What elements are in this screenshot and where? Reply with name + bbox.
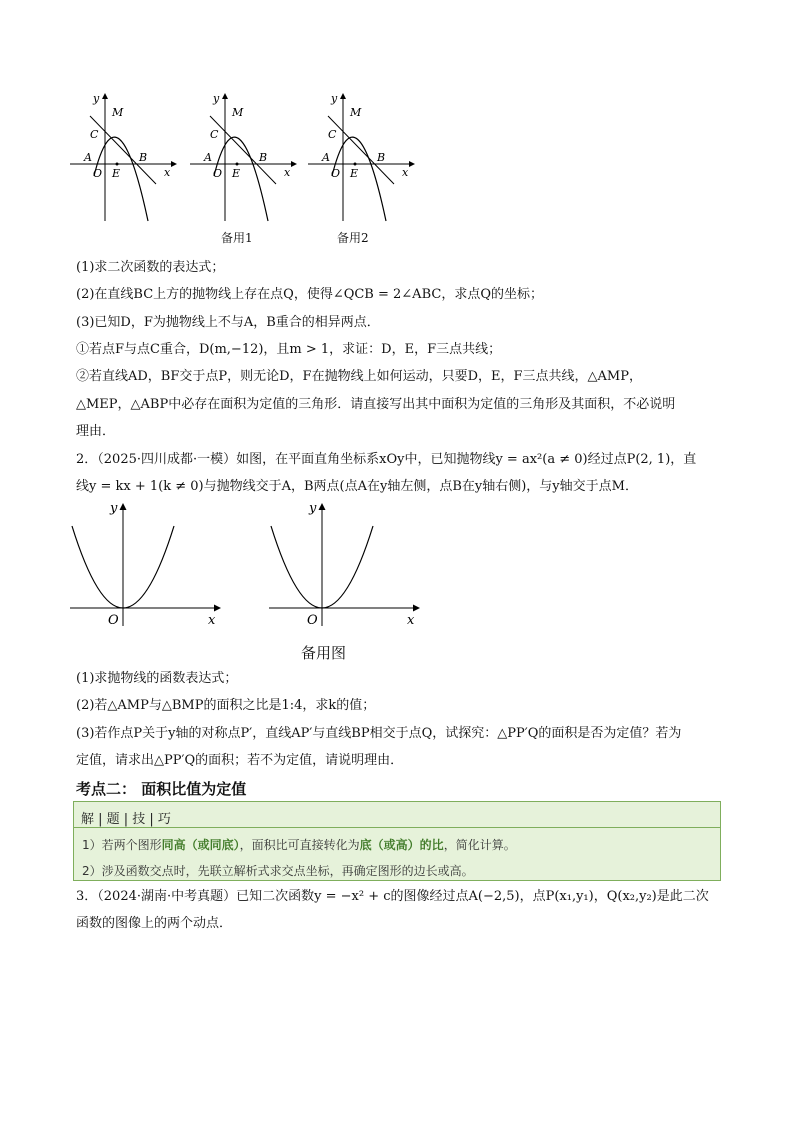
x-axis-label: x [208, 613, 216, 628]
y-axis-label: y [213, 92, 220, 105]
label-o: O [93, 167, 103, 180]
parabola-y-ax2-figure [66, 498, 226, 630]
tip-item-1 [82, 836, 516, 853]
q2-stem-line1: 2．（2025·四川成都·一模）如图，在平面直角坐标系xOy中，已知抛物线y = ax²(a ≠ 0)经过点P(2, 1)，直 [76, 452, 697, 467]
label-a: A [322, 151, 330, 164]
parabola-figure-main [66, 88, 186, 223]
parabola-y-ax2-spare-figure [265, 498, 425, 630]
label-o: O [331, 167, 341, 180]
q2-part1: (1)求抛物线的函数表达式； [76, 671, 238, 686]
y-axis-label: y [93, 92, 100, 105]
label-b: B [139, 151, 148, 164]
q1-part1: (1)求二次函数的表达式； [76, 260, 225, 275]
q2-stem-line2: 线y = kx + 1(k ≠ 0)与抛物线交于A，B两点(点A在y轴左侧，点B在y轴右侧)，与y轴交于点M． [76, 479, 638, 494]
caption-spare-2: 备用2 [337, 231, 369, 245]
q1-part2: (2)在直线BC上方的抛物线上存在点Q，使得∠QCB = 2∠ABC，求点Q的坐标； [76, 287, 543, 302]
label-a: A [204, 151, 212, 164]
section-title: 考点二： 面积比值为定值 [76, 780, 247, 798]
x-axis-label: x [407, 613, 415, 628]
tip-item-1-part-a: 1）若两个图形 [82, 838, 162, 852]
origin-label: O [108, 613, 119, 628]
tip-box-divider [74, 827, 720, 828]
tip-item-1-part-e: ，简化计算。 [443, 838, 516, 852]
label-m: M [350, 106, 362, 119]
label-c: C [210, 128, 219, 141]
q1-part3: (3)已知D，F为抛物线上不与A，B重合的相异两点． [76, 315, 380, 330]
label-e: E [232, 167, 241, 180]
x-axis-label: x [402, 166, 409, 179]
origin-label: O [307, 613, 318, 628]
tip-item-1-part-c: ，面积比可直接转化为 [239, 838, 360, 852]
y-axis-label: y [110, 501, 118, 516]
label-o: O [213, 167, 223, 180]
q2-part2: (2)若△AMP与△BMP的面积之比是1:4，求k的值； [76, 698, 376, 713]
q1-part3-ii-cont: △MEP，△ABP中必存在面积为定值的三角形．请直接写出其中面积为定值的三角形及其面积，不必说明 [76, 397, 676, 412]
label-c: C [90, 128, 99, 141]
q2-part3-cont: 定值，请求出△PP′Q的面积；若不为定值，请说明理由． [76, 753, 404, 768]
caption-spare-1: 备用1 [221, 231, 253, 245]
q1-part3-i: ①若点F与点C重合，D(m,−12)，且m > 1，求证：D，E，F三点共线； [76, 342, 502, 357]
label-e: E [350, 167, 359, 180]
q1-part3-ii: ②若直线AD，BF交于点P，则无论D，F在抛物线上如何运动，只要D，E，F三点共线，△AMP， [76, 369, 642, 384]
label-c: C [328, 128, 337, 141]
label-m: M [112, 106, 124, 119]
x-axis-label: x [284, 166, 291, 179]
tip-item-1-highlight-b: 底（或高）的比 [359, 838, 444, 852]
caption-spare-figure: 备用图 [301, 644, 347, 662]
label-b: B [259, 151, 268, 164]
label-e: E [112, 167, 121, 180]
label-m: M [232, 106, 244, 119]
label-b: B [377, 151, 386, 164]
y-axis-label: y [331, 92, 338, 105]
tip-box-header: 解 | 题 | 技 | 巧 [81, 812, 171, 827]
tip-item-1-highlight-a: 同高（或同底） [161, 838, 240, 852]
parabola-figure-spare-1 [186, 88, 306, 223]
y-axis-label: y [309, 501, 317, 516]
x-axis-label: x [164, 166, 171, 179]
q1-part3-ii-end: 理由． [76, 424, 116, 439]
label-a: A [84, 151, 92, 164]
q2-part3: (3)若作点P关于y轴的对称点P′，直线AP′与直线BP相交于点Q，试探究：△PP′Q的面积是否为定值？若为 [76, 726, 682, 741]
q3-stem-line1: 3．（2024·湖南·中考真题）已知二次函数y = −x² + c的图像经过点A(−2,5)，点P(x₁,y₁)，Q(x₂,y₂)是此二次 [76, 889, 709, 904]
parabola-figure-spare-2 [304, 88, 424, 223]
tip-box [73, 801, 721, 881]
q3-stem-line2: 函数的图像上的两个动点． [76, 916, 233, 931]
tip-item-2: 2）涉及函数交点时，先联立解析式求交点坐标，再确定图形的边长或高。 [82, 864, 474, 878]
